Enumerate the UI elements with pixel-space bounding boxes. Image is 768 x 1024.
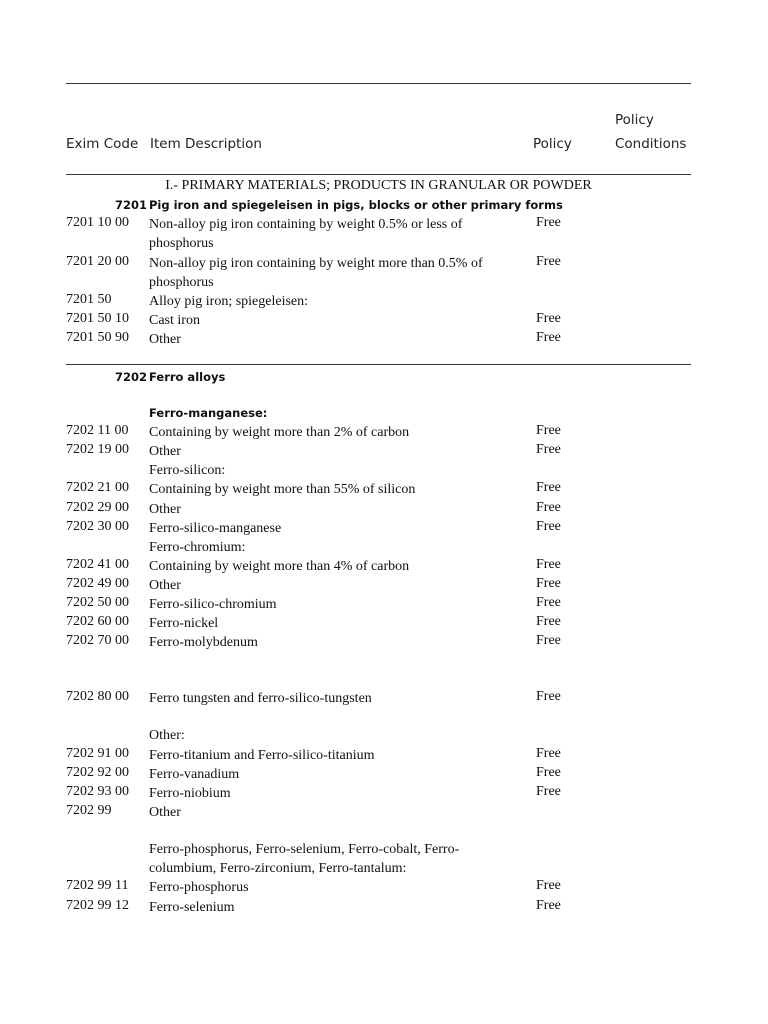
row-code: 7202 21 00 <box>66 480 129 495</box>
header-policy-conditions-line1: Policy <box>615 112 654 128</box>
section-title: I.- PRIMARY MATERIALS; PRODUCTS IN GRANULAR OR POWDER <box>165 178 592 193</box>
row-description: Alloy pig iron; spiegeleisen: <box>149 294 309 309</box>
top-rule <box>66 83 691 84</box>
heading-7202-code: 7202 <box>115 370 148 384</box>
row-description: Ferro-niobium <box>149 786 231 801</box>
row-policy: Free <box>536 442 561 457</box>
row-description: Non-alloy pig iron containing by weight more than 0.5% of phosphorus <box>149 256 483 290</box>
row-description: Ferro-titanium and Ferro-silico-titanium <box>149 748 375 763</box>
row-description: Ferro tungsten and ferro-silico-tungsten <box>149 691 372 706</box>
row-policy: Free <box>536 689 561 704</box>
row-description: Other <box>149 578 181 593</box>
row-description: Other <box>149 502 181 517</box>
row-code: 7202 30 00 <box>66 519 129 534</box>
row-code: 7202 11 00 <box>66 423 129 438</box>
heading-7201-code: 7201 <box>115 198 148 212</box>
row-code: 7202 19 00 <box>66 442 129 457</box>
row-policy: Free <box>536 500 561 515</box>
row-policy: Free <box>536 614 561 629</box>
row-policy: Free <box>536 765 561 780</box>
row-subheading: Ferro-silicon: <box>149 463 226 478</box>
row-description: Containing by weight more than 55% of silicon <box>149 482 416 497</box>
row-description: Other <box>149 805 181 820</box>
row-code: 7202 80 00 <box>66 689 129 704</box>
row-code: 7202 99 11 <box>66 878 129 893</box>
row-code: 7202 93 00 <box>66 784 129 799</box>
row-description: Ferro-nickel <box>149 616 219 631</box>
row-code: 7202 99 12 <box>66 898 129 913</box>
row-policy: Free <box>536 898 561 913</box>
row-description: Ferro-phosphorus <box>149 880 249 895</box>
row-code: 7202 29 00 <box>66 500 129 515</box>
row-code: 7201 50 10 <box>66 311 129 326</box>
row-code: 7202 92 00 <box>66 765 129 780</box>
heading-7201-text: Pig iron and spiegeleisen in pigs, blocks or other primary forms <box>149 198 563 212</box>
row-policy: Free <box>536 746 561 761</box>
row-code: 7201 20 00 <box>66 254 129 269</box>
row-policy: Free <box>536 423 561 438</box>
row-description: Other <box>149 332 181 347</box>
row-policy: Free <box>536 215 561 230</box>
row-description: Ferro-vanadium <box>149 767 240 782</box>
row-code: 7202 70 00 <box>66 633 129 648</box>
row-policy: Free <box>536 330 561 345</box>
row-code: 7202 50 00 <box>66 595 129 610</box>
row-code: 7202 41 00 <box>66 557 129 572</box>
row-subheading: Ferro-chromium: <box>149 540 246 555</box>
row-description: Ferro-selenium <box>149 900 235 915</box>
row-policy: Free <box>536 480 561 495</box>
row-description: Cast iron <box>149 313 200 328</box>
row-description: Ferro-molybdenum <box>149 635 258 650</box>
row-code: 7202 49 00 <box>66 576 129 591</box>
row-code: 7201 10 00 <box>66 215 129 230</box>
row-policy: Free <box>536 595 561 610</box>
row-description: Ferro-silico-manganese <box>149 521 282 536</box>
row-policy: Free <box>536 784 561 799</box>
row-code: 7202 99 <box>66 803 112 818</box>
row-policy: Free <box>536 576 561 591</box>
row-policy: Free <box>536 557 561 572</box>
subheading-other: Other: <box>149 728 185 743</box>
header-policy: Policy <box>533 136 572 152</box>
row-description: Containing by weight more than 2% of carbon <box>149 425 410 440</box>
subheading-ferro-manganese: Ferro-manganese: <box>149 406 268 420</box>
header-item-description: Item Description <box>150 136 262 152</box>
row-code: 7202 91 00 <box>66 746 129 761</box>
row-policy: Free <box>536 254 561 269</box>
row-policy: Free <box>536 311 561 326</box>
row-description: Ferro-silico-chromium <box>149 597 277 612</box>
row-policy: Free <box>536 878 561 893</box>
row-code: 7201 50 <box>66 292 112 307</box>
row-code: 7202 60 00 <box>66 614 129 629</box>
row-policy: Free <box>536 519 561 534</box>
row-policy: Free <box>536 633 561 648</box>
row-description: Containing by weight more than 4% of carbon <box>149 559 410 574</box>
row-description: Other <box>149 444 181 459</box>
section-rule <box>66 364 691 365</box>
header-rule <box>66 174 691 175</box>
heading-7202-text: Ferro alloys <box>149 370 226 384</box>
row-code: 7201 50 90 <box>66 330 129 345</box>
header-policy-conditions-line2: Conditions <box>615 136 687 152</box>
row-description: Non-alloy pig iron containing by weight 0.5% or less of phosphorus <box>149 217 463 251</box>
group-7202-99-description: Ferro-phosphorus, Ferro-selenium, Ferro-cobalt, Ferro-columbium, Ferro-zirconium, Ferro-tantalum: <box>149 842 460 876</box>
header-exim-code: Exim Code <box>66 136 139 152</box>
